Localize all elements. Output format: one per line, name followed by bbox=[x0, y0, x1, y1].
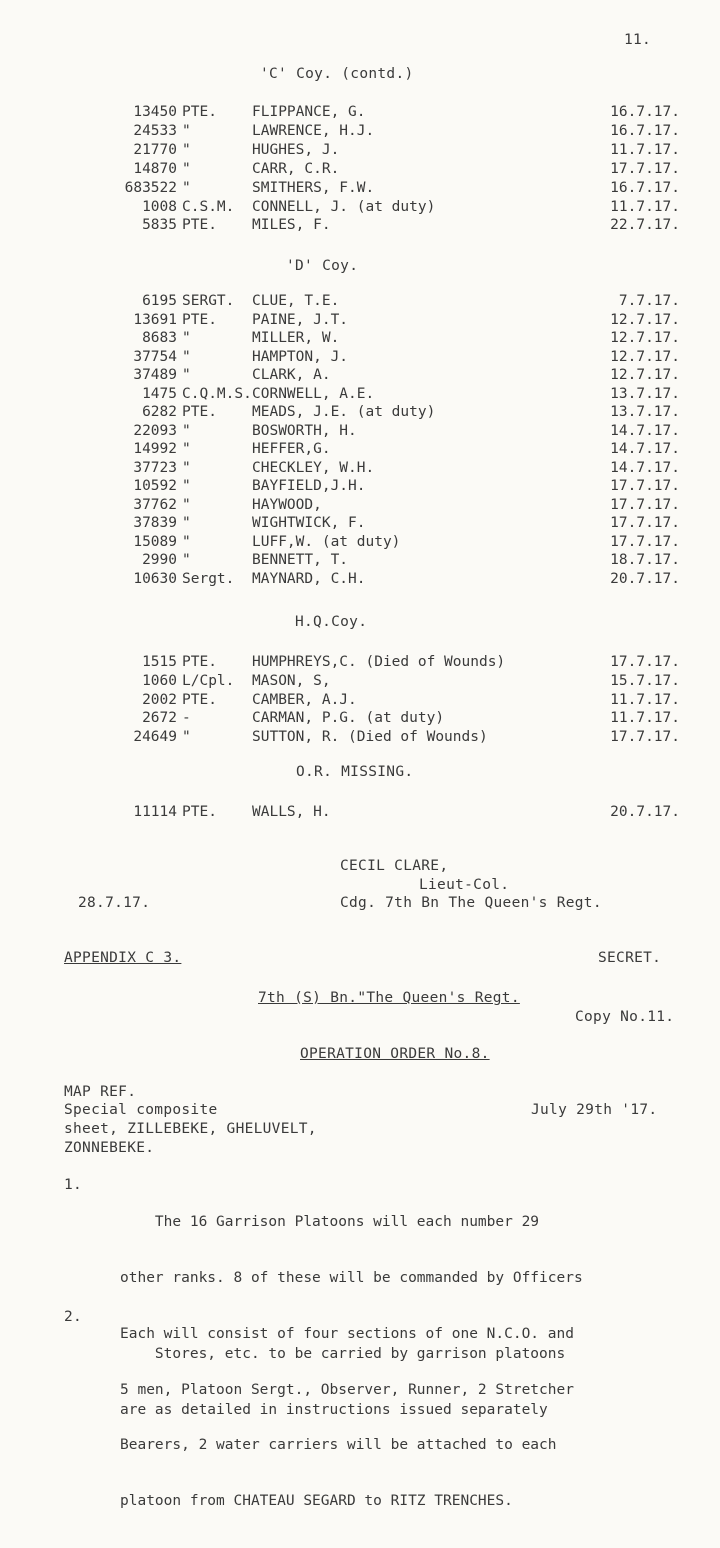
casualty-date: 11.7.17. bbox=[610, 141, 680, 158]
paragraph-line: Bearers, 2 water carriers will be attached to each bbox=[120, 1437, 557, 1454]
service-number: 6195 bbox=[142, 293, 177, 309]
or-missing-heading: O.R. MISSING. bbox=[296, 764, 414, 780]
service-number: 1008 bbox=[142, 198, 177, 215]
casualty-date: 12.7.17. bbox=[610, 348, 680, 365]
roster-row bbox=[0, 160, 720, 178]
roster-row bbox=[0, 122, 720, 140]
rank: " bbox=[182, 533, 191, 550]
roster-row bbox=[0, 551, 720, 569]
order-date: July 29th '17. bbox=[531, 1102, 658, 1118]
rank: C.Q.M.S. bbox=[182, 385, 252, 402]
casualty-date: 17.7.17. bbox=[610, 478, 680, 494]
soldier-name: CLARK, A. bbox=[252, 367, 331, 383]
service-number: 10630 bbox=[133, 570, 177, 587]
roster-row bbox=[0, 691, 720, 709]
signature-name: CECIL CLARE, bbox=[340, 858, 449, 874]
casualty-date: 13.7.17. bbox=[610, 404, 680, 420]
casualty-date: 14.7.17. bbox=[610, 422, 680, 439]
casualty-date: 20.7.17. bbox=[610, 804, 680, 820]
appendix-label: APPENDIX C 3. bbox=[64, 950, 182, 966]
rank: " bbox=[182, 459, 191, 476]
casualty-date: 14.7.17. bbox=[610, 459, 680, 476]
rank: PTE. bbox=[182, 804, 217, 820]
rank: " bbox=[182, 367, 191, 383]
c-coy-heading: 'C' Coy. (contd.) bbox=[260, 66, 414, 82]
rank: PTE. bbox=[182, 654, 217, 670]
casualty-date: 11.7.17. bbox=[610, 710, 680, 727]
roster-row bbox=[0, 292, 720, 310]
service-number: 37489 bbox=[133, 367, 177, 383]
rank: " bbox=[182, 422, 191, 439]
paragraph-line: Stores, etc. to be carried by garrison platoons bbox=[120, 1346, 566, 1363]
roster-row bbox=[0, 422, 720, 440]
roster-row bbox=[0, 672, 720, 690]
soldier-name: CONNELL, J. (at duty) bbox=[252, 198, 436, 215]
casualty-date: 17.7.17. bbox=[610, 160, 680, 177]
soldier-name: CLUE, T.E. bbox=[252, 293, 340, 309]
paragraph-line: Each will consist of four sections of one N.C.O. and bbox=[120, 1325, 574, 1342]
soldier-name: CARR, C.R. bbox=[252, 160, 340, 177]
soldier-name: SMITHERS, F.W. bbox=[252, 179, 375, 196]
soldier-name: MASON, S, bbox=[252, 672, 331, 689]
service-number: 15089 bbox=[133, 533, 177, 550]
signature-rank: Lieut-Col. bbox=[419, 877, 510, 893]
casualty-date: 16.7.17. bbox=[610, 179, 680, 196]
d-coy-heading: 'D' Coy. bbox=[286, 258, 359, 274]
casualty-date: 7.7.17. bbox=[618, 293, 680, 309]
roster-row bbox=[0, 385, 720, 403]
service-number: 10592 bbox=[133, 478, 177, 494]
rank: " bbox=[182, 141, 191, 158]
rank: " bbox=[182, 441, 191, 457]
signature-command: Cdg. 7th Bn The Queen's Regt. bbox=[340, 895, 602, 911]
roster-row bbox=[0, 179, 720, 197]
rank: " bbox=[182, 179, 191, 196]
soldier-name: HAYWOOD, bbox=[252, 496, 322, 513]
service-number: 683522 bbox=[124, 179, 177, 196]
casualty-date: 13.7.17. bbox=[610, 385, 680, 402]
casualty-date: 14.7.17. bbox=[610, 441, 680, 457]
casualty-date: 12.7.17. bbox=[610, 311, 680, 328]
rank: Sergt. bbox=[182, 570, 235, 587]
rank: SERGT. bbox=[182, 293, 235, 309]
casualty-date: 15.7.17. bbox=[610, 672, 680, 689]
service-number: 22093 bbox=[133, 422, 177, 439]
soldier-name: SUTTON, R. (Died of Wounds) bbox=[252, 729, 488, 746]
rank: PTE. bbox=[182, 217, 217, 234]
rank: " bbox=[182, 330, 191, 346]
soldier-name: MAYNARD, C.H. bbox=[252, 570, 366, 587]
map-ref-line: Special composite bbox=[64, 1102, 218, 1118]
casualty-date: 11.7.17. bbox=[610, 198, 680, 215]
service-number: 8683 bbox=[142, 330, 177, 346]
casualty-date: 22.7.17. bbox=[610, 217, 680, 234]
roster-row bbox=[0, 803, 720, 821]
service-number: 13450 bbox=[133, 104, 177, 120]
roster-row bbox=[0, 709, 720, 727]
service-number: 1475 bbox=[142, 385, 177, 402]
paragraph-number: 2. bbox=[64, 1309, 83, 1325]
service-number: 13691 bbox=[133, 311, 177, 328]
casualty-date: 17.7.17. bbox=[610, 729, 680, 746]
casualty-date: 12.7.17. bbox=[610, 330, 680, 346]
roster-row bbox=[0, 728, 720, 746]
rank: " bbox=[182, 478, 191, 494]
rank: " bbox=[182, 496, 191, 513]
rank: PTE. bbox=[182, 104, 217, 120]
service-number: 14870 bbox=[133, 160, 177, 177]
rank: PTE. bbox=[182, 311, 217, 328]
casualty-date: 20.7.17. bbox=[610, 570, 680, 587]
operation-order-title: OPERATION ORDER No.8. bbox=[300, 1046, 490, 1062]
hq-coy-heading: H.Q.Coy. bbox=[295, 614, 368, 630]
casualty-date: 16.7.17. bbox=[610, 122, 680, 139]
roster-row bbox=[0, 216, 720, 234]
soldier-name: BAYFIELD,J.H. bbox=[252, 478, 366, 494]
rank: L/Cpl. bbox=[182, 672, 235, 689]
service-number: 37723 bbox=[133, 459, 177, 476]
paragraph-2 bbox=[120, 1308, 720, 1457]
roster-row bbox=[0, 311, 720, 329]
service-number: 2002 bbox=[142, 691, 177, 708]
rank: C.S.M. bbox=[182, 198, 235, 215]
roster-row bbox=[0, 403, 720, 421]
service-number: 37839 bbox=[133, 515, 177, 531]
roster-row bbox=[0, 533, 720, 551]
signature-date: 28.7.17. bbox=[78, 895, 151, 911]
casualty-date: 17.7.17. bbox=[610, 496, 680, 513]
soldier-name: LAWRENCE, H.J. bbox=[252, 122, 375, 139]
rank: " bbox=[182, 160, 191, 177]
service-number: 24533 bbox=[133, 122, 177, 139]
roster-row bbox=[0, 348, 720, 366]
paragraph-line: 5 men, Platoon Sergt., Observer, Runner, 2 Stretcher bbox=[120, 1381, 574, 1398]
casualty-date: 17.7.17. bbox=[610, 654, 680, 670]
soldier-name: PAINE, J.T. bbox=[252, 311, 349, 328]
page-number: 11. bbox=[624, 32, 652, 48]
secret-classification: SECRET. bbox=[598, 950, 662, 966]
soldier-name: CARMAN, P.G. (at duty) bbox=[252, 710, 445, 727]
soldier-name: MEADS, J.E. (at duty) bbox=[252, 404, 436, 420]
soldier-name: MILES, F. bbox=[252, 217, 331, 234]
casualty-date: 12.7.17. bbox=[610, 367, 680, 383]
soldier-name: FLIPPANCE, G. bbox=[252, 104, 366, 120]
rank: " bbox=[182, 515, 191, 531]
copy-number: Copy No.11. bbox=[575, 1009, 675, 1025]
soldier-name: HUGHES, J. bbox=[252, 141, 340, 158]
unit-title: 7th (S) Bn."The Queen's Regt. bbox=[258, 990, 520, 1006]
service-number: 24649 bbox=[133, 729, 177, 746]
soldier-name: CAMBER, A.J. bbox=[252, 691, 357, 708]
service-number: 1060 bbox=[142, 672, 177, 689]
soldier-name: BENNETT, T. bbox=[252, 552, 349, 568]
roster-row bbox=[0, 477, 720, 495]
service-number: 2990 bbox=[142, 552, 177, 568]
rank: PTE. bbox=[182, 691, 217, 708]
rank: " bbox=[182, 122, 191, 139]
roster-row bbox=[0, 329, 720, 347]
service-number: 37762 bbox=[133, 496, 177, 513]
roster-row bbox=[0, 440, 720, 458]
service-number: 5835 bbox=[142, 217, 177, 234]
soldier-name: BOSWORTH, H. bbox=[252, 422, 357, 439]
soldier-name: MILLER, W. bbox=[252, 330, 340, 346]
rank: - bbox=[182, 710, 191, 727]
service-number: 2672 bbox=[142, 710, 177, 727]
rank: " bbox=[182, 729, 191, 746]
service-number: 37754 bbox=[133, 348, 177, 365]
service-number: 6282 bbox=[142, 404, 177, 420]
soldier-name: HEFFER,G. bbox=[252, 441, 331, 457]
rank: " bbox=[182, 348, 191, 365]
map-ref-line: ZONNEBEKE. bbox=[64, 1140, 155, 1156]
roster-row bbox=[0, 570, 720, 588]
roster-row bbox=[0, 103, 720, 121]
rank: " bbox=[182, 552, 191, 568]
map-ref-line: MAP REF. bbox=[64, 1084, 137, 1100]
service-number: 14992 bbox=[133, 441, 177, 457]
casualty-date: 17.7.17. bbox=[610, 515, 680, 531]
paragraph-number: 1. bbox=[64, 1177, 83, 1193]
soldier-name: HAMPTON, J. bbox=[252, 348, 349, 365]
paragraph-line: other ranks. 8 of these will be commanded by Officers bbox=[120, 1269, 583, 1286]
rank: PTE. bbox=[182, 404, 217, 420]
paragraph-line: are as detailed in instructions issued separately bbox=[120, 1401, 548, 1418]
roster-row bbox=[0, 514, 720, 532]
casualty-date: 16.7.17. bbox=[610, 104, 680, 120]
paragraph-line: The 16 Garrison Platoons will each number 29 bbox=[120, 1214, 540, 1231]
roster-row bbox=[0, 366, 720, 384]
soldier-name: LUFF,W. (at duty) bbox=[252, 533, 401, 550]
soldier-name: WIGHTWICK, F. bbox=[252, 515, 366, 531]
paragraph-line: platoon from CHATEAU SEGARD to RITZ TRENCHES. bbox=[120, 1493, 513, 1510]
casualty-date: 18.7.17. bbox=[610, 552, 680, 568]
roster-row bbox=[0, 496, 720, 514]
casualty-date: 11.7.17. bbox=[610, 691, 680, 708]
roster-row bbox=[0, 653, 720, 671]
soldier-name: WALLS, H. bbox=[252, 804, 331, 820]
roster-row bbox=[0, 141, 720, 159]
service-number: 11114 bbox=[133, 804, 177, 820]
roster-row bbox=[0, 198, 720, 216]
soldier-name: CORNWELL, A.E. bbox=[252, 385, 375, 402]
soldier-name: CHECKLEY, W.H. bbox=[252, 459, 375, 476]
service-number: 1515 bbox=[142, 654, 177, 670]
roster-row bbox=[0, 459, 720, 477]
map-ref-line: sheet, ZILLEBEKE, GHELUVELT, bbox=[64, 1121, 317, 1137]
service-number: 21770 bbox=[133, 141, 177, 158]
soldier-name: HUMPHREYS,C. (Died of Wounds) bbox=[252, 654, 506, 670]
casualty-date: 17.7.17. bbox=[610, 533, 680, 550]
